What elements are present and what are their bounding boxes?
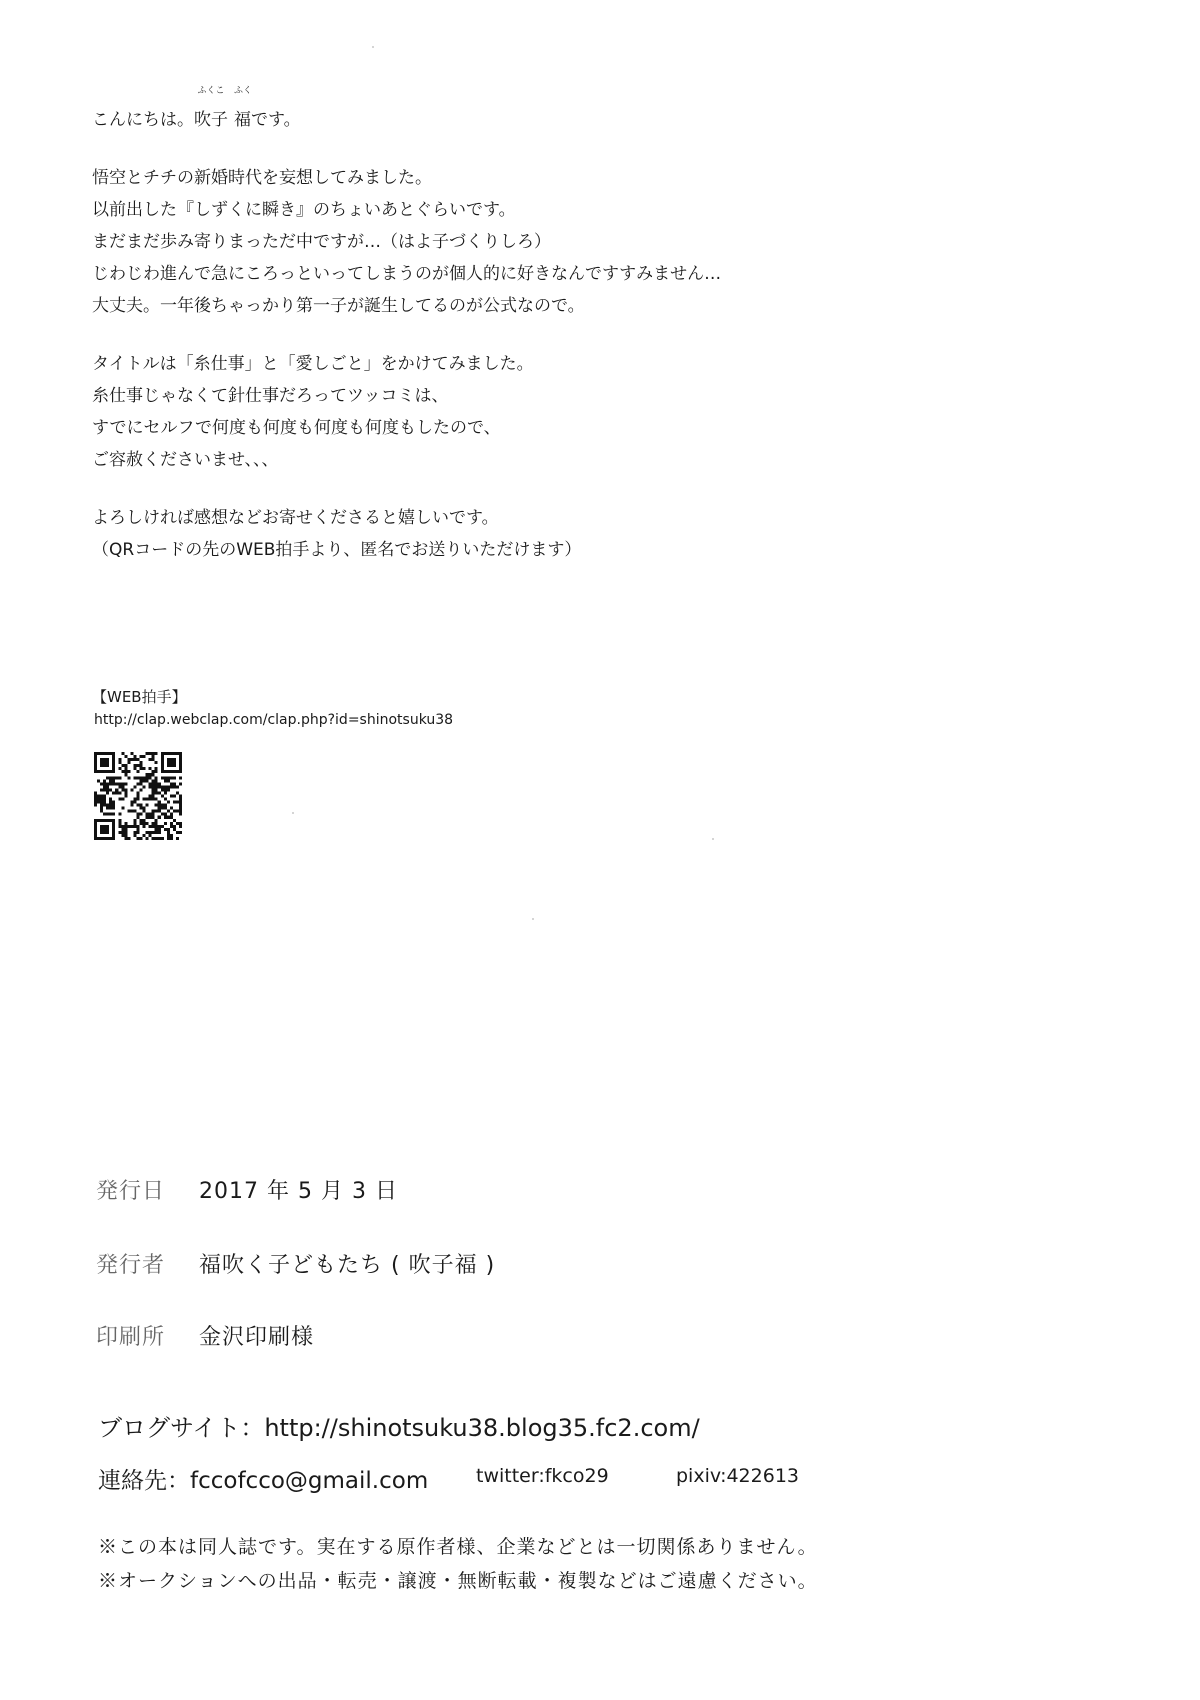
notice-line: ※この本は同人誌です。実在する原作者様、企業などとは一切関係ありません。	[98, 1536, 818, 1558]
scan-speck	[712, 838, 714, 840]
publisher-value: 福吹く子どもたち ( 吹子福 )	[199, 1253, 496, 1278]
notice-line: ※オークションへの出品・転売・譲渡・無断転載・複製などはご遠慮ください。	[98, 1570, 818, 1592]
blog-label: ブログサイト：	[98, 1414, 265, 1442]
notices	[98, 1530, 818, 1598]
note-line: よろしければ感想などお寄せくださると嬉しいです。	[92, 508, 499, 528]
note-line: すでにセルフで何度も何度も何度も何度もしたので、	[92, 418, 501, 438]
contact-line	[98, 1462, 428, 1495]
note-line: じわじわ進んで急にころっといってしまうのが個人的に好きなんですすみません…	[92, 264, 722, 284]
printer-row	[96, 1320, 314, 1351]
note-line: 糸仕事じゃなくて針仕事だろってツッコミは、	[92, 386, 449, 406]
printer-label: 印刷所	[96, 1325, 166, 1350]
issue-date-label: 発行日	[96, 1179, 166, 1204]
note-line: タイトルは「糸仕事」と「愛しごと」をかけてみました。	[92, 354, 534, 374]
author-ruby-2: ふく	[234, 86, 253, 96]
web-clap-heading: 【WEB拍手】	[92, 688, 187, 706]
note-line: 以前出した『しずくに瞬き』のちょいあとぐらいです。	[92, 200, 516, 220]
note-line: 大丈夫。一年後ちゃっかり第一子が誕生してるのが公式なので。	[92, 296, 585, 316]
author-name-part-2	[234, 86, 253, 136]
scan-speck	[372, 46, 374, 48]
author-name-part-1	[194, 86, 228, 136]
note-line: ご容赦くださいませ、、、	[92, 450, 279, 470]
greeting-prefix: こんにちは。	[92, 110, 194, 130]
publisher-row	[96, 1248, 495, 1279]
twitter-handle[interactable]: twitter:fkco29	[476, 1465, 609, 1487]
note-line: まだまだ歩み寄りまっただ中ですが…（はよ子づくりしろ）	[92, 232, 551, 252]
publisher-label: 発行者	[96, 1253, 166, 1278]
author-kanji-1: 吹子	[194, 110, 228, 130]
blog-url[interactable]: http://shinotsuku38.blog35.fc2.com/	[264, 1414, 700, 1442]
blog-site-line	[98, 1408, 700, 1443]
scan-speck	[292, 812, 294, 814]
web-clap-url[interactable]: http://clap.webclap.com/clap.php?id=shinotsuku38	[94, 712, 454, 728]
pixiv-id[interactable]: pixiv:422613	[676, 1465, 799, 1487]
contact-email[interactable]: fccofcco@gmail.com	[190, 1468, 429, 1494]
note-line: （QRコードの先のWEB拍手より、匿名でお送りいただけます）	[92, 540, 582, 560]
contact-label: 連絡先：	[98, 1468, 190, 1494]
afterword-note	[92, 86, 852, 566]
printer-value: 金沢印刷様	[199, 1325, 315, 1350]
author-kanji-2: 福	[234, 110, 251, 130]
qr-code-icon[interactable]	[94, 752, 182, 840]
greeting-line	[92, 86, 852, 136]
greeting-suffix: です。	[251, 110, 301, 130]
issue-date-row	[96, 1174, 398, 1205]
author-ruby-1: ふくこ	[197, 86, 225, 96]
scan-speck	[532, 918, 534, 920]
note-line: 悟空とチチの新婚時代を妄想してみました。	[92, 168, 432, 188]
issue-date-value: 2017 年 5 月 3 日	[199, 1179, 398, 1204]
